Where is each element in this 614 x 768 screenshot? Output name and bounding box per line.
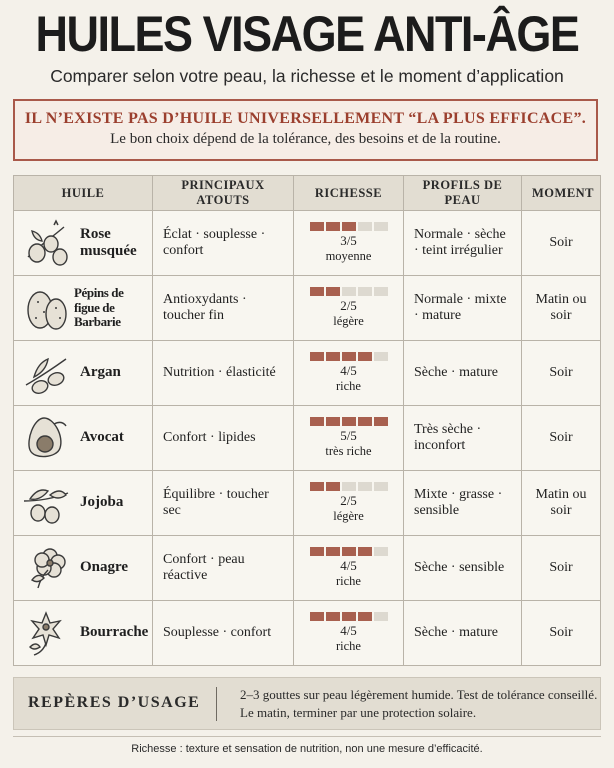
table-row bbox=[14, 601, 601, 666]
richness-score: 4/5 bbox=[340, 558, 357, 574]
footnote: Richesse : texture et sensation de nutrition, non une mesure d’efficacité. bbox=[131, 743, 483, 755]
oil-cell bbox=[14, 471, 153, 536]
column-header-profils: PROFILS DE PEAU bbox=[404, 176, 522, 211]
oil-cell bbox=[14, 601, 153, 666]
oil-name: Rose musquée bbox=[80, 225, 137, 259]
richness-segment bbox=[310, 612, 324, 621]
column-header-moment: MOMENT bbox=[522, 176, 601, 211]
usage-text bbox=[240, 686, 597, 721]
richness-cell bbox=[294, 471, 404, 536]
moment-cell: Soir bbox=[522, 406, 601, 471]
oil-name: Argan bbox=[80, 364, 121, 381]
richness-segment bbox=[358, 417, 372, 426]
usage-line-2: Le matin, terminer par une protection solaire. bbox=[240, 704, 477, 720]
richness-segment bbox=[310, 352, 324, 361]
atouts-cell: Confort · lipides bbox=[153, 406, 294, 471]
richness-cell bbox=[294, 406, 404, 471]
richness-cell bbox=[294, 341, 404, 406]
richness-segment bbox=[342, 612, 356, 621]
page-subtitle: Comparer selon votre peau, la richesse et le moment d’application bbox=[50, 66, 564, 86]
richness-label: légère bbox=[333, 509, 364, 524]
profils-cell: Sèche · mature bbox=[404, 601, 522, 666]
profils-cell: Normale · mixte · mature bbox=[404, 276, 522, 341]
richness-segment bbox=[342, 287, 356, 296]
richness-segment bbox=[310, 547, 324, 556]
richness-score: 4/5 bbox=[340, 363, 357, 379]
profils-cell: Très sèche · inconfort bbox=[404, 406, 522, 471]
richness-score: 4/5 bbox=[340, 623, 357, 639]
usage-box bbox=[13, 677, 601, 730]
richness-segment bbox=[374, 287, 388, 296]
richness-segment bbox=[326, 352, 340, 361]
richness-segment bbox=[358, 352, 372, 361]
richness-segment bbox=[374, 352, 388, 361]
richness-segment bbox=[326, 417, 340, 426]
richness-score: 5/5 bbox=[340, 428, 357, 444]
notice-headline: IL N’EXISTE PAS D’HUILE UNIVERSELLEMENT “LA PLUS EFFICACE”. bbox=[24, 110, 587, 127]
richness-segment bbox=[358, 287, 372, 296]
oil-cell bbox=[14, 406, 153, 471]
richness-label: riche bbox=[336, 639, 361, 654]
rosehip-icon bbox=[20, 217, 72, 269]
oils-table bbox=[13, 175, 601, 666]
table-row bbox=[14, 341, 601, 406]
table-row bbox=[14, 211, 601, 276]
atouts-cell: Nutrition · élasticité bbox=[153, 341, 294, 406]
richness-bar bbox=[304, 547, 393, 556]
richness-label: moyenne bbox=[325, 249, 372, 264]
richness-segment bbox=[326, 612, 340, 621]
richness-segment bbox=[326, 287, 340, 296]
richness-label: légère bbox=[333, 314, 364, 329]
richness-label: très riche bbox=[325, 444, 372, 459]
profils-cell: Mixte · grasse · sensible bbox=[404, 471, 522, 536]
richness-segment bbox=[342, 547, 356, 556]
richness-cell bbox=[294, 536, 404, 601]
richness-cell bbox=[294, 601, 404, 666]
page-title: HUILES VISAGE ANTI-ÂGE bbox=[35, 4, 579, 63]
richness-segment bbox=[374, 222, 388, 231]
richness-label: riche bbox=[336, 574, 361, 589]
moment-cell: Soir bbox=[522, 341, 601, 406]
usage-divider bbox=[216, 687, 217, 721]
atouts-cell: Équilibre · toucher sec bbox=[153, 471, 294, 536]
moment-cell: Soir bbox=[522, 601, 601, 666]
footer-divider bbox=[13, 736, 601, 737]
richness-score: 3/5 bbox=[340, 233, 357, 249]
moment-cell: Matin ou soir bbox=[522, 471, 601, 536]
richness-score: 2/5 bbox=[340, 298, 357, 314]
avocado-icon bbox=[20, 412, 72, 464]
table-row bbox=[14, 276, 601, 341]
richness-segment bbox=[342, 352, 356, 361]
column-header-atouts: PRINCIPAUX ATOUTS bbox=[153, 176, 294, 211]
richness-cell bbox=[294, 211, 404, 276]
richness-segment bbox=[342, 417, 356, 426]
oil-name: Bourrache bbox=[80, 624, 149, 641]
moment-cell: Soir bbox=[522, 536, 601, 601]
moment-cell: Matin ou soir bbox=[522, 276, 601, 341]
table-row bbox=[14, 406, 601, 471]
richness-segment bbox=[310, 482, 324, 491]
richness-cell bbox=[294, 276, 404, 341]
richness-segment bbox=[342, 222, 356, 231]
richness-bar bbox=[304, 612, 393, 621]
oil-name: Avocat bbox=[80, 429, 124, 446]
richness-bar bbox=[304, 287, 393, 296]
oil-name: Onagre bbox=[80, 559, 129, 576]
richness-segment bbox=[358, 482, 372, 491]
notice-text: Le bon choix dépend de la tolérance, des besoins et de la routine. bbox=[110, 131, 501, 147]
table-header-row bbox=[14, 176, 601, 211]
richness-segment bbox=[358, 612, 372, 621]
oil-cell bbox=[14, 536, 153, 601]
richness-bar bbox=[304, 352, 393, 361]
profils-cell: Sèche · mature bbox=[404, 341, 522, 406]
notice-box bbox=[13, 99, 598, 161]
richness-segment bbox=[358, 222, 372, 231]
richness-segment bbox=[326, 222, 340, 231]
richness-segment bbox=[326, 547, 340, 556]
richness-bar bbox=[304, 417, 393, 426]
richness-segment bbox=[374, 547, 388, 556]
usage-line-1: 2–3 gouttes sur peau légèrement humide. Test de tolérance conseillé. bbox=[240, 687, 598, 702]
richness-segment bbox=[374, 612, 388, 621]
oil-cell bbox=[14, 341, 153, 406]
richness-segment bbox=[358, 547, 372, 556]
atouts-cell: Éclat · souplesse · confort bbox=[153, 211, 294, 276]
oil-name: Jojoba bbox=[80, 494, 124, 511]
oil-cell bbox=[14, 276, 153, 341]
usage-title: REPÈRES D’USAGE bbox=[28, 694, 201, 711]
richness-segment bbox=[374, 417, 388, 426]
column-header-huile: HUILE bbox=[14, 176, 153, 211]
argan-icon bbox=[20, 347, 72, 399]
richness-segment bbox=[374, 482, 388, 491]
richness-label: riche bbox=[336, 379, 361, 394]
richness-score: 2/5 bbox=[340, 493, 357, 509]
profils-cell: Normale · sèche · teint irrégulier bbox=[404, 211, 522, 276]
profils-cell: Sèche · sensible bbox=[404, 536, 522, 601]
atouts-cell: Antioxydants · toucher fin bbox=[153, 276, 294, 341]
atouts-cell: Souplesse · confort bbox=[153, 601, 294, 666]
table-row bbox=[14, 536, 601, 601]
evening-primrose-icon bbox=[20, 542, 72, 594]
borage-icon bbox=[20, 607, 72, 659]
richness-segment bbox=[326, 482, 340, 491]
moment-cell: Soir bbox=[522, 211, 601, 276]
jojoba-icon bbox=[20, 477, 72, 529]
prickly-pear-icon bbox=[20, 282, 72, 334]
atouts-cell: Confort · peau réactive bbox=[153, 536, 294, 601]
richness-bar bbox=[304, 222, 393, 231]
table-row bbox=[14, 471, 601, 536]
richness-segment bbox=[310, 417, 324, 426]
column-header-richesse: RICHESSE bbox=[294, 176, 404, 211]
richness-segment bbox=[310, 222, 324, 231]
richness-segment bbox=[342, 482, 356, 491]
richness-bar bbox=[304, 482, 393, 491]
oil-name: Pépins de figue de Barbarie bbox=[74, 284, 124, 330]
oil-cell bbox=[14, 211, 153, 276]
richness-segment bbox=[310, 287, 324, 296]
